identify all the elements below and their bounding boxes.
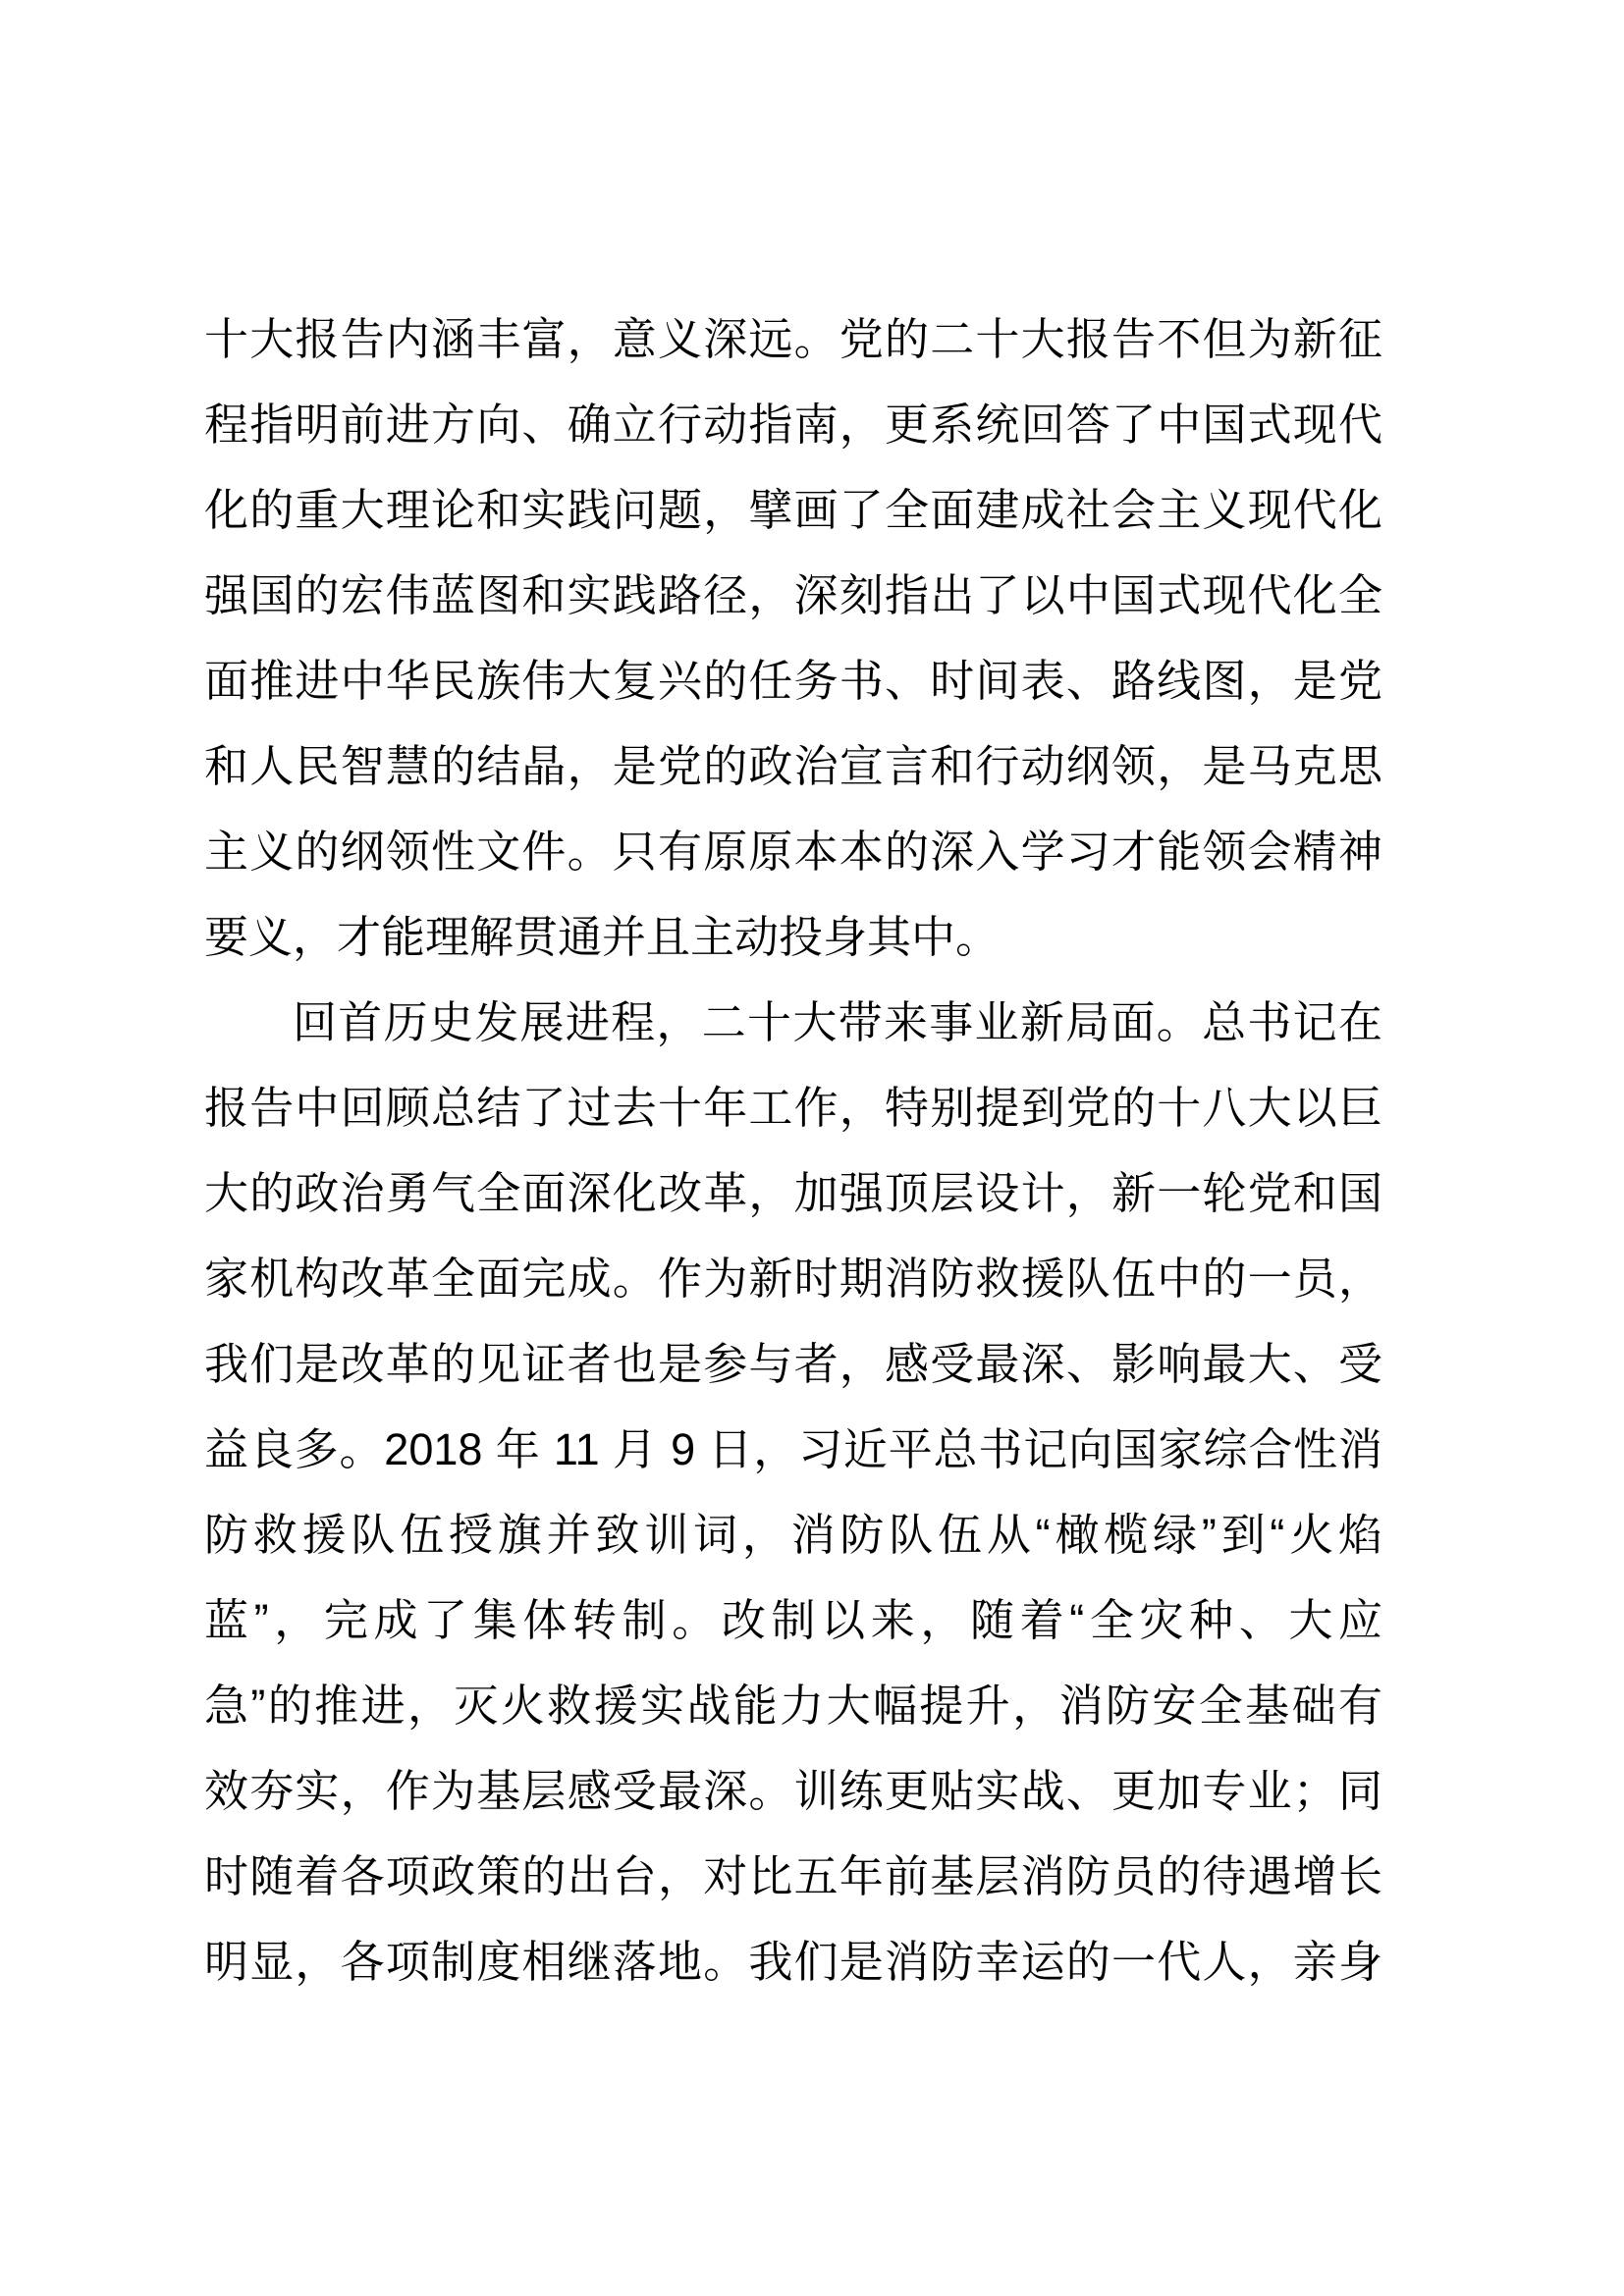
- text-line: 益良多。2018 年 11 月 9 日，习近平总书记向国家综合性消: [204, 1424, 1382, 1474]
- paragraph-2: [204, 980, 1382, 2004]
- paragraph-1: [204, 296, 1382, 980]
- text-line: 时随着各项政策的出台，对比五年前基层消防员的待遇增长: [204, 1851, 1382, 1901]
- text-line: 大的政治勇气全面深化改革，加强顶层设计，新一轮党和国: [204, 1168, 1382, 1218]
- text-line: 防救援队伍授旗并致训词，消防队伍从“橄榄绿”到“火焰: [204, 1510, 1382, 1560]
- text-line: 报告中回顾总结了过去十年工作，特别提到党的十八大以巨: [204, 1083, 1382, 1133]
- text-line: 化的重大理论和实践问题，擘画了全面建成社会主义现代化: [204, 485, 1382, 535]
- text-line: 十大报告内涵丰富，意义深远。党的二十大报告不但为新征: [204, 314, 1382, 364]
- text-line: 急”的推进，灭火救援实战能力大幅提升，消防安全基础有: [204, 1681, 1382, 1731]
- text-line: 明显，各项制度相继落地。我们是消防幸运的一代人，亲身: [204, 1937, 1382, 1987]
- text-line: 和人民智慧的结晶，是党的政治宣言和行动纲领，是马克思: [204, 741, 1382, 791]
- text-line: 面推进中华民族伟大复兴的任务书、时间表、路线图，是党: [204, 656, 1382, 706]
- text-line: 主义的纲领性文件。只有原原本本的深入学习才能领会精神: [204, 827, 1382, 877]
- text-line: 回首历史发展进程，二十大带来事业新局面。总书记在: [293, 997, 1382, 1047]
- text-line: 蓝”，完成了集体转制。改制以来，随着“全灾种、大应: [204, 1595, 1382, 1645]
- text-line: 效夯实，作为基层感受最深。训练更贴实战、更加专业；同: [204, 1766, 1382, 1816]
- text-line: 要义，才能理解贯通并且主动投身其中。: [204, 912, 1001, 962]
- text-line: 程指明前进方向、确立行动指南，更系统回答了中国式现代: [204, 400, 1382, 450]
- text-line: 我们是改革的见证者也是参与者，感受最深、影响最大、受: [204, 1339, 1382, 1389]
- document-body: [204, 296, 1382, 2004]
- text-line: 强国的宏伟蓝图和实践路径，深刻指出了以中国式现代化全: [204, 570, 1382, 620]
- text-line: 家机构改革全面完成。作为新时期消防救援队伍中的一员，: [204, 1254, 1382, 1304]
